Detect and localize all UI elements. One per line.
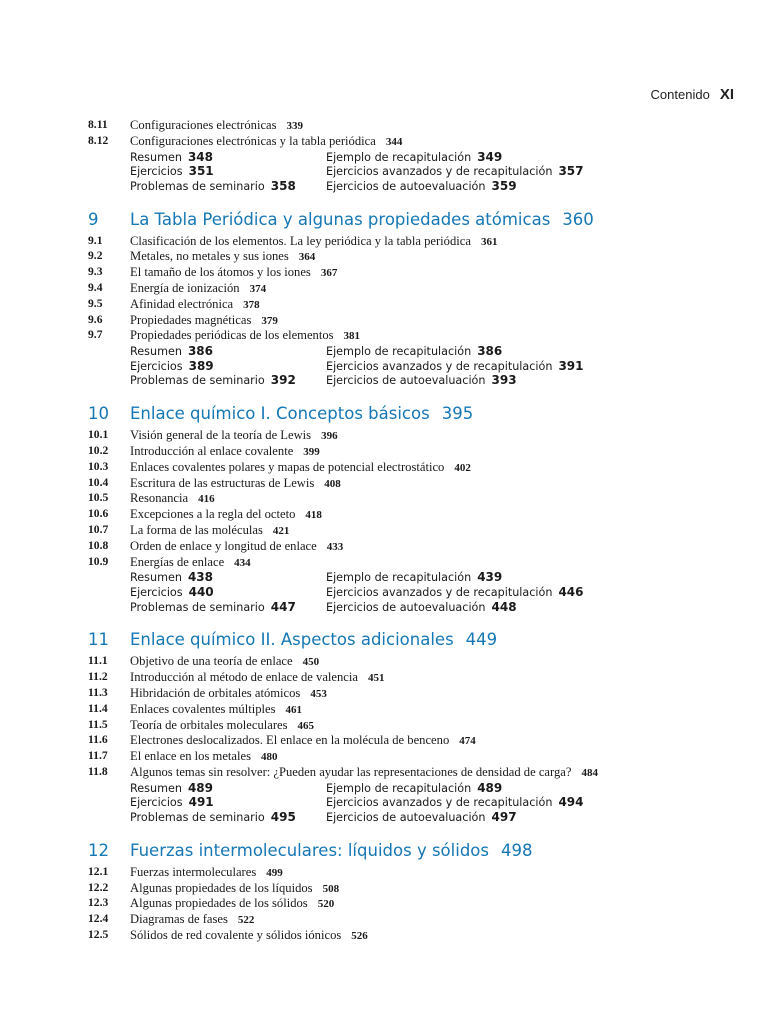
end-item-label: Ejercicios de autoevaluación xyxy=(326,179,486,193)
entry-text-wrap xyxy=(130,265,650,281)
toc-entry xyxy=(88,654,728,670)
toc-entry xyxy=(88,476,728,492)
end-item-page: 357 xyxy=(558,164,584,179)
entry-title: Teoría de orbitales moleculares xyxy=(130,717,288,732)
entry-number: 10.3 xyxy=(88,459,109,473)
table-of-contents xyxy=(88,118,728,944)
entry-page: 450 xyxy=(302,656,320,669)
entry-title: Algunos temas sin resolver: ¿Pueden ayudar las representaciones de densidad de carga? xyxy=(130,764,572,779)
entry-text-wrap xyxy=(130,234,650,250)
toc-entry xyxy=(88,670,728,686)
end-item-page: 440 xyxy=(188,584,214,599)
entry-number: 11.2 xyxy=(88,670,108,684)
entry-title: Propiedades magnéticas xyxy=(130,312,252,327)
entry-title: Introducción al método de enlace de valencia xyxy=(130,670,358,685)
entry-page: 484 xyxy=(581,766,598,779)
end-item xyxy=(130,585,214,601)
end-item-page: 447 xyxy=(270,599,296,614)
end-item-page: 359 xyxy=(491,178,517,193)
entry-number: 11.8 xyxy=(88,764,108,778)
toc-entry xyxy=(88,539,728,555)
chapter-title: Enlace químico II. Aspectos adicionales xyxy=(130,630,454,650)
entry-text-wrap xyxy=(130,881,650,897)
end-item xyxy=(130,810,296,826)
entry-page: 344 xyxy=(385,135,403,148)
chapter-page: 360 xyxy=(562,209,594,229)
toc-entry xyxy=(88,507,728,523)
entry-text-wrap xyxy=(130,476,650,492)
entry-page: 339 xyxy=(286,120,304,132)
entry-text-wrap xyxy=(130,539,650,555)
entry-text-wrap xyxy=(130,749,650,765)
end-item-label: Resumen xyxy=(130,781,182,795)
end-item-page: 348 xyxy=(187,149,214,164)
entry-title: Escritura de las estructuras de Lewis xyxy=(130,475,315,490)
entry-page: 374 xyxy=(249,282,267,295)
entry-number: 10.6 xyxy=(88,507,109,521)
end-item-label: Problemas de seminario xyxy=(130,600,265,614)
end-item-label: Ejercicios xyxy=(130,359,183,373)
toc-entry xyxy=(88,523,728,539)
entry-title: Energías de enlace xyxy=(130,554,225,569)
toc-entry xyxy=(88,134,728,150)
chapter-heading xyxy=(88,841,728,860)
end-item-label: Ejemplo de recapitulación xyxy=(326,781,472,795)
end-item-page: 446 xyxy=(558,584,584,599)
end-item xyxy=(326,781,502,797)
end-item-label: Problemas de seminario xyxy=(130,179,265,193)
toc-entry xyxy=(88,118,728,134)
toc-entry xyxy=(88,718,728,734)
entry-title: Algunas propiedades de los líquidos xyxy=(130,880,313,895)
end-item xyxy=(130,359,214,375)
entry-number: 10.8 xyxy=(88,538,109,552)
toc-entry xyxy=(88,865,728,881)
entry-text-wrap xyxy=(130,896,650,912)
entry-number: 10.1 xyxy=(88,428,109,442)
toc-entry xyxy=(88,444,728,460)
entry-title: Configuraciones electrónicas y la tabla periódica xyxy=(130,133,376,148)
entry-text-wrap xyxy=(130,428,650,444)
end-item xyxy=(326,150,502,166)
entry-title: Enlaces covalentes múltiples xyxy=(130,701,276,716)
entry-number: 12.3 xyxy=(88,896,109,910)
end-item-label: Ejercicios xyxy=(130,165,183,179)
entry-text-wrap xyxy=(130,670,650,686)
toc-entry xyxy=(88,555,728,571)
chapter-page: 449 xyxy=(465,630,498,650)
chapter-number: 10 xyxy=(88,404,109,424)
entry-page: 465 xyxy=(297,719,315,732)
entry-title: Visión general de la teoría de Lewis xyxy=(130,428,312,443)
end-item xyxy=(326,344,502,360)
end-of-chapter-items xyxy=(88,150,728,194)
end-item xyxy=(326,359,584,375)
end-item xyxy=(130,600,296,616)
toc-entry xyxy=(88,234,728,250)
entry-title: Introducción al enlace covalente xyxy=(130,443,294,458)
end-item-label: Resumen xyxy=(130,571,182,585)
end-item-page: 497 xyxy=(491,809,517,824)
header-page-number: XI xyxy=(719,86,734,103)
entry-page: 520 xyxy=(317,898,335,911)
end-item-label: Ejercicios avanzados y de recapitulación xyxy=(326,359,553,373)
entry-text-wrap xyxy=(130,507,650,523)
chapter-page: 395 xyxy=(441,404,474,424)
entry-title: Propiedades periódicas de los elementos xyxy=(130,328,334,343)
entry-number: 9.6 xyxy=(88,312,103,326)
entry-text-wrap xyxy=(130,702,650,718)
end-of-chapter-items xyxy=(88,781,728,825)
end-item xyxy=(326,810,517,826)
entry-number: 12.2 xyxy=(88,880,109,894)
end-item xyxy=(130,781,213,797)
chapter-title: Enlace químico I. Conceptos básicos xyxy=(130,404,430,424)
entry-number: 11.6 xyxy=(88,733,108,747)
end-item-label: Resumen xyxy=(130,150,182,164)
entry-title: Enlaces covalentes polares y mapas de potencial electrostático xyxy=(130,459,445,474)
entry-number: 10.9 xyxy=(88,554,109,568)
entry-page: 408 xyxy=(324,477,341,490)
end-item-label: Ejercicios avanzados y de recapitulación xyxy=(326,796,553,810)
entry-page: 526 xyxy=(351,929,368,942)
chapter-heading xyxy=(88,630,728,649)
entry-text-wrap xyxy=(130,555,650,571)
toc-entry xyxy=(88,265,728,281)
chapter-page: 498 xyxy=(500,840,533,860)
toc-entry xyxy=(88,328,728,344)
entry-number: 9.4 xyxy=(88,280,103,294)
end-item-label: Ejercicios de autoevaluación xyxy=(326,600,486,614)
end-item-page: 391 xyxy=(558,358,584,373)
toc-entry xyxy=(88,491,728,507)
end-item-label: Ejemplo de recapitulación xyxy=(326,571,472,585)
toc-entry xyxy=(88,297,728,313)
entry-title: Metales, no metales y sus iones xyxy=(130,249,289,264)
entry-number: 9.5 xyxy=(88,296,103,310)
toc-entry xyxy=(88,765,728,781)
end-item-page: 491 xyxy=(188,795,214,810)
entry-page: 402 xyxy=(454,461,471,474)
end-item-page: 389 xyxy=(188,358,214,373)
end-of-chapter-items xyxy=(88,344,728,388)
entry-page: 416 xyxy=(198,493,215,506)
toc-entry xyxy=(88,881,728,897)
toc-entry xyxy=(88,749,728,765)
entry-title: Resonancia xyxy=(130,491,189,506)
entry-page: 421 xyxy=(272,524,290,537)
entry-number: 9.2 xyxy=(88,249,103,263)
entry-text-wrap xyxy=(130,733,650,749)
entry-title: Diagramas de fases xyxy=(130,912,228,927)
entry-number: 11.5 xyxy=(88,717,108,731)
entry-number: 12.4 xyxy=(88,912,109,926)
toc-entry xyxy=(88,928,728,944)
end-item xyxy=(130,344,213,360)
entry-number: 8.11 xyxy=(88,118,108,131)
entry-page: 474 xyxy=(459,735,476,748)
end-of-chapter-items xyxy=(88,570,728,614)
entry-text-wrap xyxy=(130,134,650,150)
end-item-page: 393 xyxy=(491,373,517,388)
entry-title: Excepciones a la regla del octeto xyxy=(130,507,296,522)
entry-page: 522 xyxy=(237,914,255,927)
entry-text-wrap xyxy=(130,765,650,781)
end-item-page: 386 xyxy=(187,344,214,359)
entry-title: Configuraciones electrónicas xyxy=(130,118,277,132)
toc-entry xyxy=(88,249,728,265)
entry-page: 434 xyxy=(234,556,251,569)
entry-page: 399 xyxy=(303,445,320,458)
entry-text-wrap xyxy=(130,912,650,928)
entry-title: Algunas propiedades de los sólidos xyxy=(130,896,308,911)
entry-title: Energía de ionización xyxy=(130,280,240,295)
entry-title: Afinidad electrónica xyxy=(130,296,234,311)
entry-text-wrap xyxy=(130,654,650,670)
toc-entry xyxy=(88,460,728,476)
chapter-heading xyxy=(88,210,728,229)
toc-entry xyxy=(88,313,728,329)
end-item-label: Problemas de seminario xyxy=(130,810,265,824)
entry-page: 499 xyxy=(266,866,283,879)
end-item-label: Resumen xyxy=(130,345,182,359)
end-item-page: 438 xyxy=(187,570,214,585)
page-header xyxy=(651,86,734,103)
entry-number: 9.3 xyxy=(88,265,103,279)
toc-entry xyxy=(88,912,728,928)
entry-number: 11.3 xyxy=(88,685,108,699)
end-item-label: Ejercicios avanzados y de recapitulación xyxy=(326,165,553,179)
entry-page: 480 xyxy=(261,751,278,764)
toc-entry xyxy=(88,428,728,444)
end-item xyxy=(130,179,296,195)
entry-title: Hibridación de orbitales atómicos xyxy=(130,685,301,700)
end-item xyxy=(326,600,517,616)
entry-text-wrap xyxy=(130,444,650,460)
end-item-label: Ejercicios de autoevaluación xyxy=(326,810,486,824)
end-item-page: 392 xyxy=(270,373,296,388)
entry-number: 10.7 xyxy=(88,522,109,536)
entry-number: 11.4 xyxy=(88,701,108,715)
entry-title: La forma de las moléculas xyxy=(130,522,263,537)
entry-number: 10.4 xyxy=(88,475,109,489)
end-item-page: 448 xyxy=(491,599,517,614)
entry-title: Sólidos de red covalente y sólidos iónicos xyxy=(130,927,342,942)
entry-page: 361 xyxy=(480,235,498,248)
end-item xyxy=(326,570,502,586)
end-item-label: Ejercicios xyxy=(130,585,183,599)
entry-page: 451 xyxy=(367,672,385,685)
entry-text-wrap xyxy=(130,118,650,134)
end-item-page: 386 xyxy=(477,344,503,359)
entry-page: 367 xyxy=(320,267,338,280)
entry-title: El tamaño de los átomos y los iones xyxy=(130,265,311,280)
entry-page: 453 xyxy=(310,687,327,700)
toc-entry xyxy=(88,733,728,749)
toc-entry xyxy=(88,686,728,702)
end-item-label: Ejemplo de recapitulación xyxy=(326,150,472,164)
end-item xyxy=(326,795,584,811)
toc-entry xyxy=(88,896,728,912)
end-item-label: Ejemplo de recapitulación xyxy=(326,345,472,359)
entry-text-wrap xyxy=(130,523,650,539)
entry-page: 508 xyxy=(322,882,340,895)
entry-number: 8.12 xyxy=(88,133,109,147)
entry-title: Clasificación de los elementos. La ley periódica y la tabla periódica xyxy=(130,233,471,248)
entry-text-wrap xyxy=(130,297,650,313)
entry-text-wrap xyxy=(130,491,650,507)
end-item xyxy=(326,373,517,389)
entry-number: 11.1 xyxy=(88,654,108,668)
end-item-page: 439 xyxy=(477,570,503,585)
entry-number: 9.1 xyxy=(88,233,103,247)
end-item xyxy=(130,373,296,389)
entry-number: 11.7 xyxy=(88,749,108,763)
chapter-number: 11 xyxy=(88,630,109,650)
chapter-title: La Tabla Periódica y algunas propiedades atómicas xyxy=(130,209,551,229)
end-item xyxy=(326,179,517,195)
entry-title: Fuerzas intermoleculares xyxy=(130,864,257,879)
entry-title: El enlace en los metales xyxy=(130,749,251,764)
entry-page: 381 xyxy=(343,330,361,343)
end-item-page: 489 xyxy=(477,780,503,795)
entry-number: 10.2 xyxy=(88,443,109,457)
entry-number: 12.1 xyxy=(88,864,109,878)
entry-page: 364 xyxy=(298,251,316,264)
entry-page: 461 xyxy=(285,703,302,716)
end-item-page: 351 xyxy=(188,164,214,179)
end-item-page: 495 xyxy=(270,809,296,824)
end-item-page: 494 xyxy=(558,795,584,810)
end-item xyxy=(130,164,214,180)
entry-text-wrap xyxy=(130,928,650,944)
entry-text-wrap xyxy=(130,686,650,702)
entry-page: 418 xyxy=(305,509,322,522)
end-item-page: 349 xyxy=(477,149,503,164)
end-item xyxy=(130,150,213,166)
header-label: Contenido xyxy=(650,87,710,102)
entry-title: Objetivo de una teoría de enlace xyxy=(130,654,293,669)
end-item xyxy=(326,585,584,601)
end-item-page: 489 xyxy=(187,780,214,795)
entry-text-wrap xyxy=(130,718,650,734)
end-item-label: Ejercicios de autoevaluación xyxy=(326,374,486,388)
end-item xyxy=(130,570,213,586)
entry-page: 378 xyxy=(243,298,260,311)
entry-page: 396 xyxy=(321,430,338,443)
entry-text-wrap xyxy=(130,328,650,344)
entry-title: Electrones deslocalizados. El enlace en la molécula de benceno xyxy=(130,733,450,748)
entry-number: 10.5 xyxy=(88,491,109,505)
entry-page: 379 xyxy=(261,314,278,327)
entry-text-wrap xyxy=(130,249,650,265)
end-item-label: Ejercicios xyxy=(130,796,183,810)
entry-text-wrap xyxy=(130,460,650,476)
entry-page: 433 xyxy=(326,540,344,553)
entry-number: 12.5 xyxy=(88,927,109,941)
end-item-label: Problemas de seminario xyxy=(130,374,265,388)
entry-title: Orden de enlace y longitud de enlace xyxy=(130,538,317,553)
end-item-label: Ejercicios avanzados y de recapitulación xyxy=(326,585,553,599)
entry-text-wrap xyxy=(130,313,650,329)
entry-text-wrap xyxy=(130,281,650,297)
end-item-page: 358 xyxy=(270,178,296,193)
entry-text-wrap xyxy=(130,865,650,881)
chapter-heading xyxy=(88,404,728,423)
chapter-title: Fuerzas intermoleculares: líquidos y sólidos xyxy=(130,840,489,860)
toc-entry xyxy=(88,702,728,718)
end-item xyxy=(130,795,214,811)
chapter-number: 9 xyxy=(88,209,99,229)
chapter-number: 12 xyxy=(88,840,109,860)
entry-number: 9.7 xyxy=(88,328,103,342)
end-item xyxy=(326,164,584,180)
toc-entry xyxy=(88,281,728,297)
